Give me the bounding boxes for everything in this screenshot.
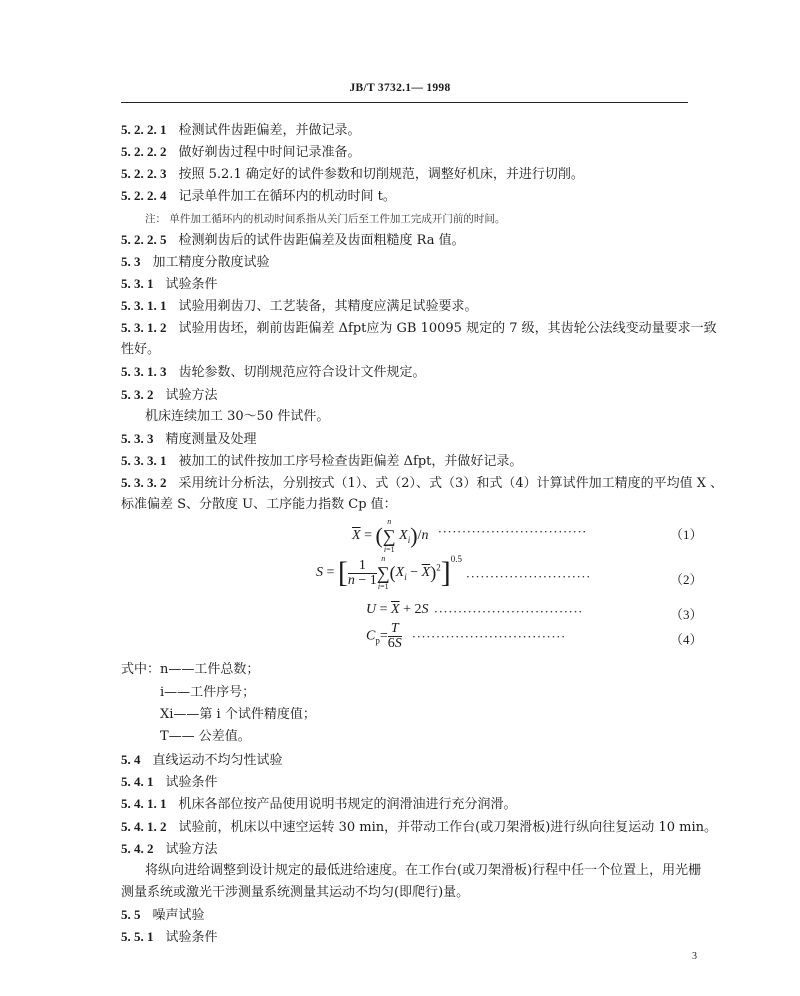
formula-leader-3: ······························· [434,605,584,619]
clause-text: 试验条件 [165,277,218,292]
clause-text: 试验方法 [165,388,218,403]
header-rule [121,102,688,103]
section-5-5 [121,906,205,924]
clause-number: 5. 5 [121,907,141,922]
formula-number-1: （1） [670,527,703,542]
clause-5-4-2-body: 将纵向进给调整到设计规定的最低进给速度。在工作台(或刀架滑板)行程中任一个位置上，用光栅 [145,863,702,878]
where-line-1: 式中：n——工件总数； [121,662,260,677]
clause-number: 5. 2. 2. 5 [121,232,167,247]
formula-leader-1: ······························· [438,525,588,539]
clause-text: 直线运动不均匀性试验 [152,753,283,768]
formula-2: S = [ $\frac{1}{n - 1}$ n ∑ i=1 $(X_i - \overline{X})^2]^{0.5}$ [316,554,462,591]
clause-text: 试验条件 [165,930,218,945]
clause-number: 5. 3. 1 [121,276,154,291]
clause-5-3-2-body: 机床连续加工 30～50 件试件。 [145,409,330,424]
clause-5-3-3 [121,430,257,448]
clause-number: 5. 4. 2 [121,841,154,856]
clause-number: 5. 3. 3. 2 [121,475,167,490]
document-header-code: JB/T 3732.1— 1998 [349,82,451,94]
clause-number: 5. 2. 2. 1 [121,122,167,137]
page-number: 3 [692,951,697,962]
clause-number: 5. 2. 2. 2 [121,144,167,159]
clause-text: 按照 5.2.1 确定好的试件参数和切削规范，调整好机床，并进行切削。 [178,167,584,182]
clause-text: 试验方法 [165,842,218,857]
clause-number: 5. 2. 2. 4 [121,188,167,203]
clause-5-3-3-1 [121,452,522,470]
clause-5-2-2-4 [121,187,396,205]
clause-number: 5. 2. 2. 3 [121,166,167,181]
clause-text: 试验用剃齿刀、工艺装备，其精度应满足试验要求。 [178,299,478,314]
clause-5-3-1 [121,275,218,293]
formula-4: $C_p=$ $\frac{T}{6S}$ [366,621,402,651]
clause-number: 5. 3. 1. 1 [121,298,167,313]
clause-text: 被加工的试件按加工序号检查齿距偏差 Δfpt，并做好记录。 [178,454,523,469]
clause-number: 5. 5. 1 [121,929,154,944]
note-line: 注： 单件加工循环内的机动时间系指从关门后至工件加工完成开门前的时间。 [145,213,506,225]
formula-number-3: （3） [670,607,703,622]
clause-number: 5. 3. 3 [121,431,154,446]
where-line-2: i——工件序号； [160,685,256,700]
formula-1: $\overline{X}$ = ( n ∑ i=1 $X_i)/n$ [352,517,429,554]
clause-text: 检测试件齿距偏差，并做记录。 [178,123,361,138]
clause-number: 5. 4. 1. 1 [121,796,167,811]
clause-5-3-3-2-cont: 标准偏差 S、分散度 U、工序能力指数 Cp 值： [121,497,397,512]
section-5-3 [121,253,270,271]
clause-text: 齿轮参数、切削规范应符合设计文件规定。 [178,365,426,380]
clause-5-3-2 [121,386,218,404]
section-5-4 [121,751,283,769]
clause-text: 机床各部位按产品使用说明书规定的润滑油进行充分润滑。 [178,797,517,812]
clause-number: 5. 3. 1. 2 [121,320,167,335]
formula-number-2: （2） [670,572,703,587]
clause-text: 噪声试验 [152,908,205,923]
clause-number: 5. 4 [121,752,141,767]
clause-5-3-1-2 [121,319,717,337]
clause-number: 5. 3. 1. 3 [121,364,167,379]
where-line-4: T—— 公差值。 [160,729,251,744]
clause-number: 5. 3. 3. 1 [121,453,167,468]
clause-text: 记录单件加工在循环内的机动时间 t。 [178,189,396,204]
clause-5-2-2-3 [121,165,584,183]
clause-text: 精度测量及处理 [165,432,257,447]
formula-number-4: （4） [670,632,703,647]
clause-text: 试验条件 [165,775,218,790]
clause-number: 5. 4. 1. 2 [121,819,167,834]
clause-text: 试验前，机床以中速空运转 30 min，并带动工作台(或刀架滑板)进行纵向往复运动 10 min。 [178,820,717,835]
clause-number: 5. 4. 1 [121,774,154,789]
clause-5-4-1-2 [121,818,717,836]
formula-leader-2: ·························· [466,570,592,584]
clause-text: 做好剃齿过程中时间记录准备。 [178,145,361,160]
clause-5-2-2-2 [121,143,361,161]
clause-5-2-2-1 [121,121,361,139]
clause-text: 检测剃齿后的试件齿距偏差及齿面粗糙度 Ra 值。 [178,233,465,248]
clause-5-4-1-1 [121,795,517,813]
clause-text: 试验用齿坯，剃前齿距偏差 Δfpt应为 GB 10095 规定的 7 级，其齿轮公法线变动量要求一致 [178,321,717,336]
clause-5-2-2-5 [121,231,465,249]
clause-5-3-1-1 [121,297,478,315]
clause-5-5-1 [121,928,218,946]
formula-3: $U = \overline{X} + 2S$ [366,602,429,617]
clause-number: 5. 3 [121,254,141,269]
clause-5-4-1 [121,773,218,791]
clause-5-4-2-body-cont: 测量系统或激光干涉测量系统测量其运动不均匀(即爬行)量。 [121,885,470,900]
where-line-3: Xi——第 i 个试件精度值； [160,707,316,722]
clause-number: 5. 3. 2 [121,387,154,402]
clause-5-4-2 [121,840,218,858]
clause-text: 采用统计分析法，分别按式（1）、式（2）、式（3）和式（4）计算试件加工精度的平均值 X 、 [178,476,724,491]
clause-text: 加工精度分散度试验 [152,255,270,270]
clause-5-3-1-3 [121,363,426,381]
clause-5-3-1-2-cont: 性好。 [121,342,161,357]
formula-leader-4: ································ [412,630,567,644]
clause-5-3-3-2 [121,474,723,492]
